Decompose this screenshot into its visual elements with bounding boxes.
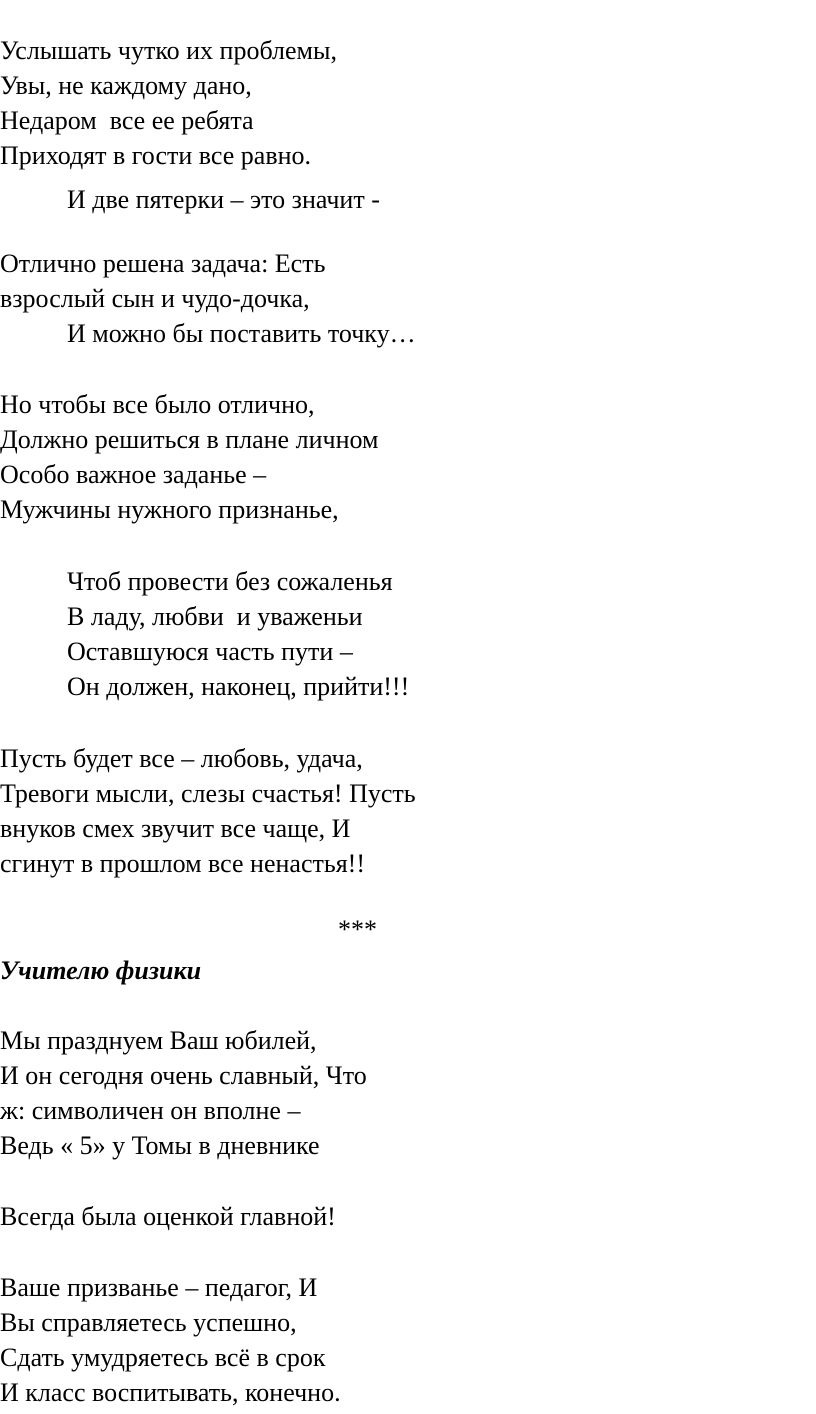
poem-line: сгинут в прошлом все ненастья!! [0, 849, 366, 878]
poem-line: И можно бы поставить точку… [67, 319, 416, 348]
poem-line: Особо важное заданье – [0, 460, 267, 489]
poem-line: Недаром все ее ребята [0, 106, 254, 135]
poem-line: Услышать чутко их проблемы, [0, 36, 337, 65]
poem-line: Пусть будет все – любовь, удача, [0, 744, 363, 773]
poem-line: В ладу, любви и уваженьи [67, 602, 363, 631]
poem-line: Вы справляетесь успешно, [0, 1308, 297, 1337]
poem-line: Увы, не каждому дано, [0, 71, 252, 100]
poem-line: Чтоб провести без сожаленья [67, 567, 393, 596]
poem-line: Тревоги мысли, слезы счастья! Пусть [0, 779, 416, 808]
poem-line: Ведь « 5» у Томы в дневнике [0, 1131, 320, 1160]
poem-line: внуков смех звучит все чаще, И [0, 814, 351, 843]
poem-line: Мы празднуем Ваш юбилей, [0, 1026, 317, 1055]
poem-title: Учителю физики [0, 956, 202, 985]
poem-line: И он сегодня очень славный, Что [0, 1061, 367, 1090]
poem-line: Должно решиться в плане личном [0, 425, 379, 454]
poem-line: Но чтобы все было отлично, [0, 390, 315, 419]
poem-line: Приходят в гости все равно. [0, 141, 312, 170]
section-separator: *** [338, 915, 377, 944]
poem-line: ж: символичен он вполне – [0, 1096, 301, 1125]
poem-line: Он должен, наконец, прийти!!! [67, 672, 410, 701]
poem-line: Оставшуюся часть пути – [67, 637, 353, 666]
poem-line: Ваше призванье – педагог, И [0, 1273, 318, 1302]
poem-line: Мужчины нужного признанье, [0, 495, 339, 524]
poem-line: И класс воспитывать, конечно. [0, 1378, 341, 1407]
poem-line: Всегда была оценкой главной! [0, 1202, 336, 1231]
poem-line: Отлично решена задача: Есть [0, 249, 326, 278]
poem-line: Сдать умудряетесь всё в срок [0, 1343, 326, 1372]
poem-line: И две пятерки – это значит - [67, 185, 380, 214]
poem-line: взрослый сын и чудо-дочка, [0, 284, 310, 313]
